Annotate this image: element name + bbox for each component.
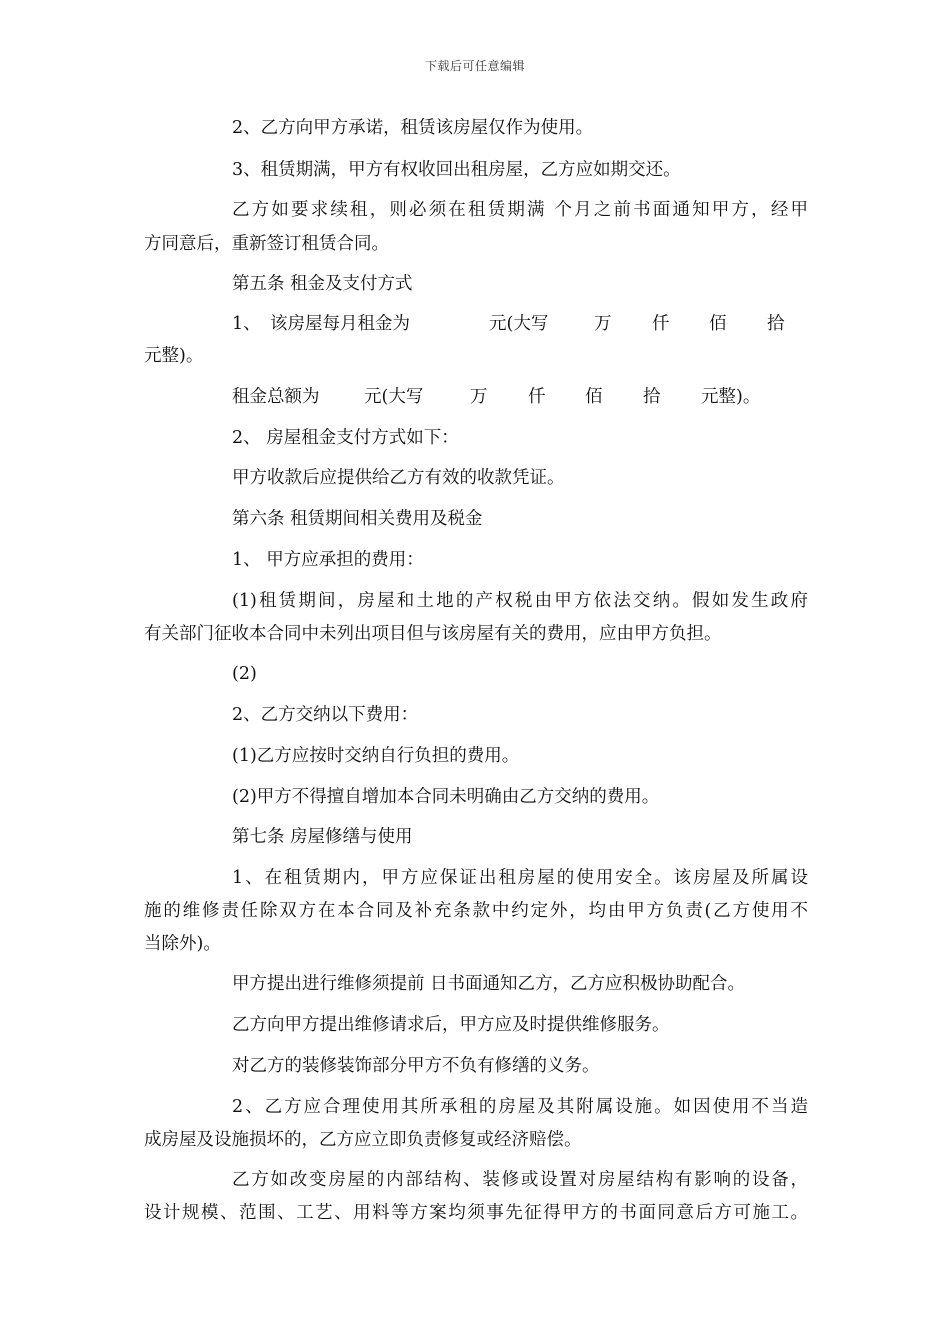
paragraph-line: 施的维修责任除双方在本合同及补充条款中约定外，均由甲方负责(乙方使用不 <box>144 901 808 921</box>
paragraph-line: 当除外)。 <box>144 934 221 954</box>
paragraph-line: 成房屋及设施损坏的，乙方应立即负责修复或经济赔偿。 <box>144 1130 582 1150</box>
rent-row-item: 万 <box>594 314 612 334</box>
total-row-item: 元(大写 <box>364 387 424 407</box>
section-heading: 第六条 租赁期间相关费用及税金 <box>232 509 483 529</box>
section-heading: 第五条 租金及支付方式 <box>232 274 413 294</box>
total-row-item: 佰 <box>585 387 603 407</box>
paragraph-line: 1、 甲方应承担的费用： <box>232 550 424 570</box>
total-row-item: 仟 <box>528 387 546 407</box>
paragraph-line: 1、在租赁期内，甲方应保证出租房屋的使用安全。该房屋及所属设 <box>232 868 808 888</box>
page-header: 下载后可任意编辑 <box>424 59 525 73</box>
total-row-item: 元整)。 <box>701 387 761 407</box>
paragraph-line: 甲方收款后应提供给乙方有效的收款凭证。 <box>232 468 565 488</box>
paragraph-line: 3、租赁期满，甲方有权收回出租房屋，乙方应如期交还。 <box>232 160 681 180</box>
paragraph-line: 乙方向甲方提出维修请求后，甲方应及时提供维修服务。 <box>232 1015 670 1035</box>
rent-row-item: 元(大写 <box>489 314 549 334</box>
total-row-item: 租金总额为 <box>232 387 320 407</box>
rent-row-item: 该房屋每月租金为 <box>270 314 410 334</box>
paragraph-line: 2、乙方应合理使用其所承租的房屋及其附属设施。如因使用不当造 <box>232 1097 808 1117</box>
total-row-item: 万 <box>470 387 488 407</box>
paragraph-line: 设计规模、范围、工艺、用料等方案均须事先征得甲方的书面同意后方可施工。 <box>144 1203 808 1223</box>
rent-row-item: 1、 <box>232 314 261 334</box>
paragraph-line: 乙方如要求续租，则必须在租赁期满 个月之前书面通知甲方，经甲 <box>232 200 808 220</box>
paragraph-line: 对乙方的装修装饰部分甲方不负有修缮的义务。 <box>232 1056 600 1076</box>
paragraph-line: 甲方提出进行维修须提前 日书面通知乙方，乙方应积极协助配合。 <box>232 974 746 994</box>
paragraph-line: 2、乙方交纳以下费用： <box>232 705 419 725</box>
paragraph-line: 方同意后，重新签订租赁合同。 <box>144 234 389 254</box>
total-row-item: 拾 <box>643 387 661 407</box>
paragraph-line: (2) <box>232 664 257 684</box>
paragraph-line: (2)甲方不得擅自增加本合同未明确由乙方交纳的费用。 <box>232 787 660 807</box>
paragraph-line: 2、 房屋租金支付方式如下： <box>232 428 459 448</box>
paragraph-line: 有关部门征收本合同中未列出项目但与该房屋有关的费用，应由甲方负担。 <box>144 624 722 644</box>
rent-row-item: 仟 <box>652 314 670 334</box>
paragraph-line: 2、乙方向甲方承诺，租赁该房屋仅作为使用。 <box>232 118 594 138</box>
paragraph-line: (1)租赁期间，房屋和土地的产权税由甲方依法交纳。假如发生政府 <box>232 591 808 611</box>
rent-row-item: 佰 <box>709 314 727 334</box>
paragraph-line: (1)乙方应按时交纳自行负担的费用。 <box>232 746 520 766</box>
section-heading: 第七条 房屋修缮与使用 <box>232 827 413 847</box>
paragraph-line: 元整)。 <box>144 346 204 366</box>
rent-row-item: 拾 <box>767 314 785 334</box>
paragraph-line: 乙方如改变房屋的内部结构、装修或设置对房屋结构有影响的设备， <box>232 1170 808 1190</box>
